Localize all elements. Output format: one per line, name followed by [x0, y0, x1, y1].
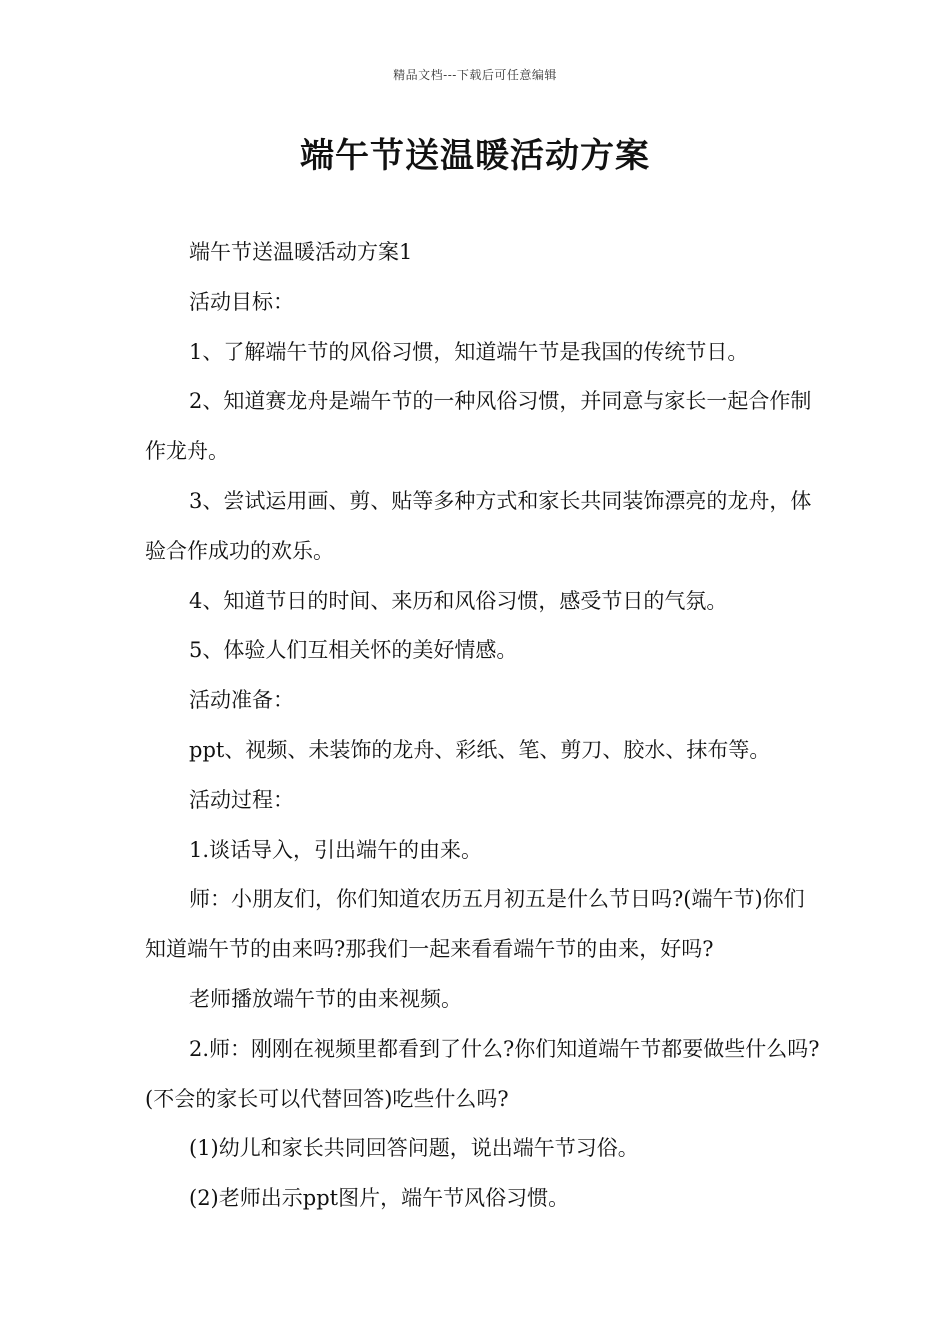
paragraph: 端午节送温暖活动方案1 [189, 240, 413, 264]
paragraph: 活动过程： [189, 787, 294, 812]
paragraph: 2.师：刚刚在视频里都看到了什么?你们知道端午节都要做些什么吗?(不会的家长可以代替回答)吃些什么吗? [145, 1036, 820, 1111]
paragraph: 3、尝试运用画、剪、贴等多种方式和家长共同装饰漂亮的龙舟，体验合作成功的欢乐。 [145, 488, 812, 563]
paragraph: 1.谈话导入，引出端午的由来。 [189, 837, 483, 862]
paragraph: 4、知道节日的时间、来历和风俗习惯，感受节日的气氛。 [189, 588, 728, 613]
header-note: 精品文档---下载后可任意编辑 [393, 68, 557, 82]
paragraph: 5、体验人们互相关怀的美好情感。 [189, 638, 518, 663]
paragraph: 1、了解端午节的风俗习惯，知道端午节是我国的传统节日。 [189, 339, 749, 364]
document-body [145, 228, 825, 1224]
paragraph: (2)老师出示ppt图片，端午节风俗习惯。 [189, 1186, 570, 1211]
paragraph: 师：小朋友们，你们知道农历五月初五是什么节日吗?(端午节)你们知道端午节的由来吗?那我们一起来看看端午节的由来，好吗? [145, 887, 805, 962]
paragraph: 2、知道赛龙舟是端午节的一种风俗习惯，并同意与家长一起合作制作龙舟。 [145, 389, 812, 464]
paragraph: ppt、视频、未装饰的龙舟、彩纸、笔、剪刀、胶水、抹布等。 [189, 737, 771, 762]
paragraph: 老师播放端午节的由来视频。 [189, 986, 462, 1011]
paragraph: 活动准备： [189, 688, 294, 713]
paragraph: 活动目标： [189, 289, 294, 314]
document-title: 端午节送温暖活动方案 [300, 136, 650, 176]
paragraph: (1)幼儿和家长共同回答问题，说出端午节习俗。 [189, 1136, 639, 1161]
